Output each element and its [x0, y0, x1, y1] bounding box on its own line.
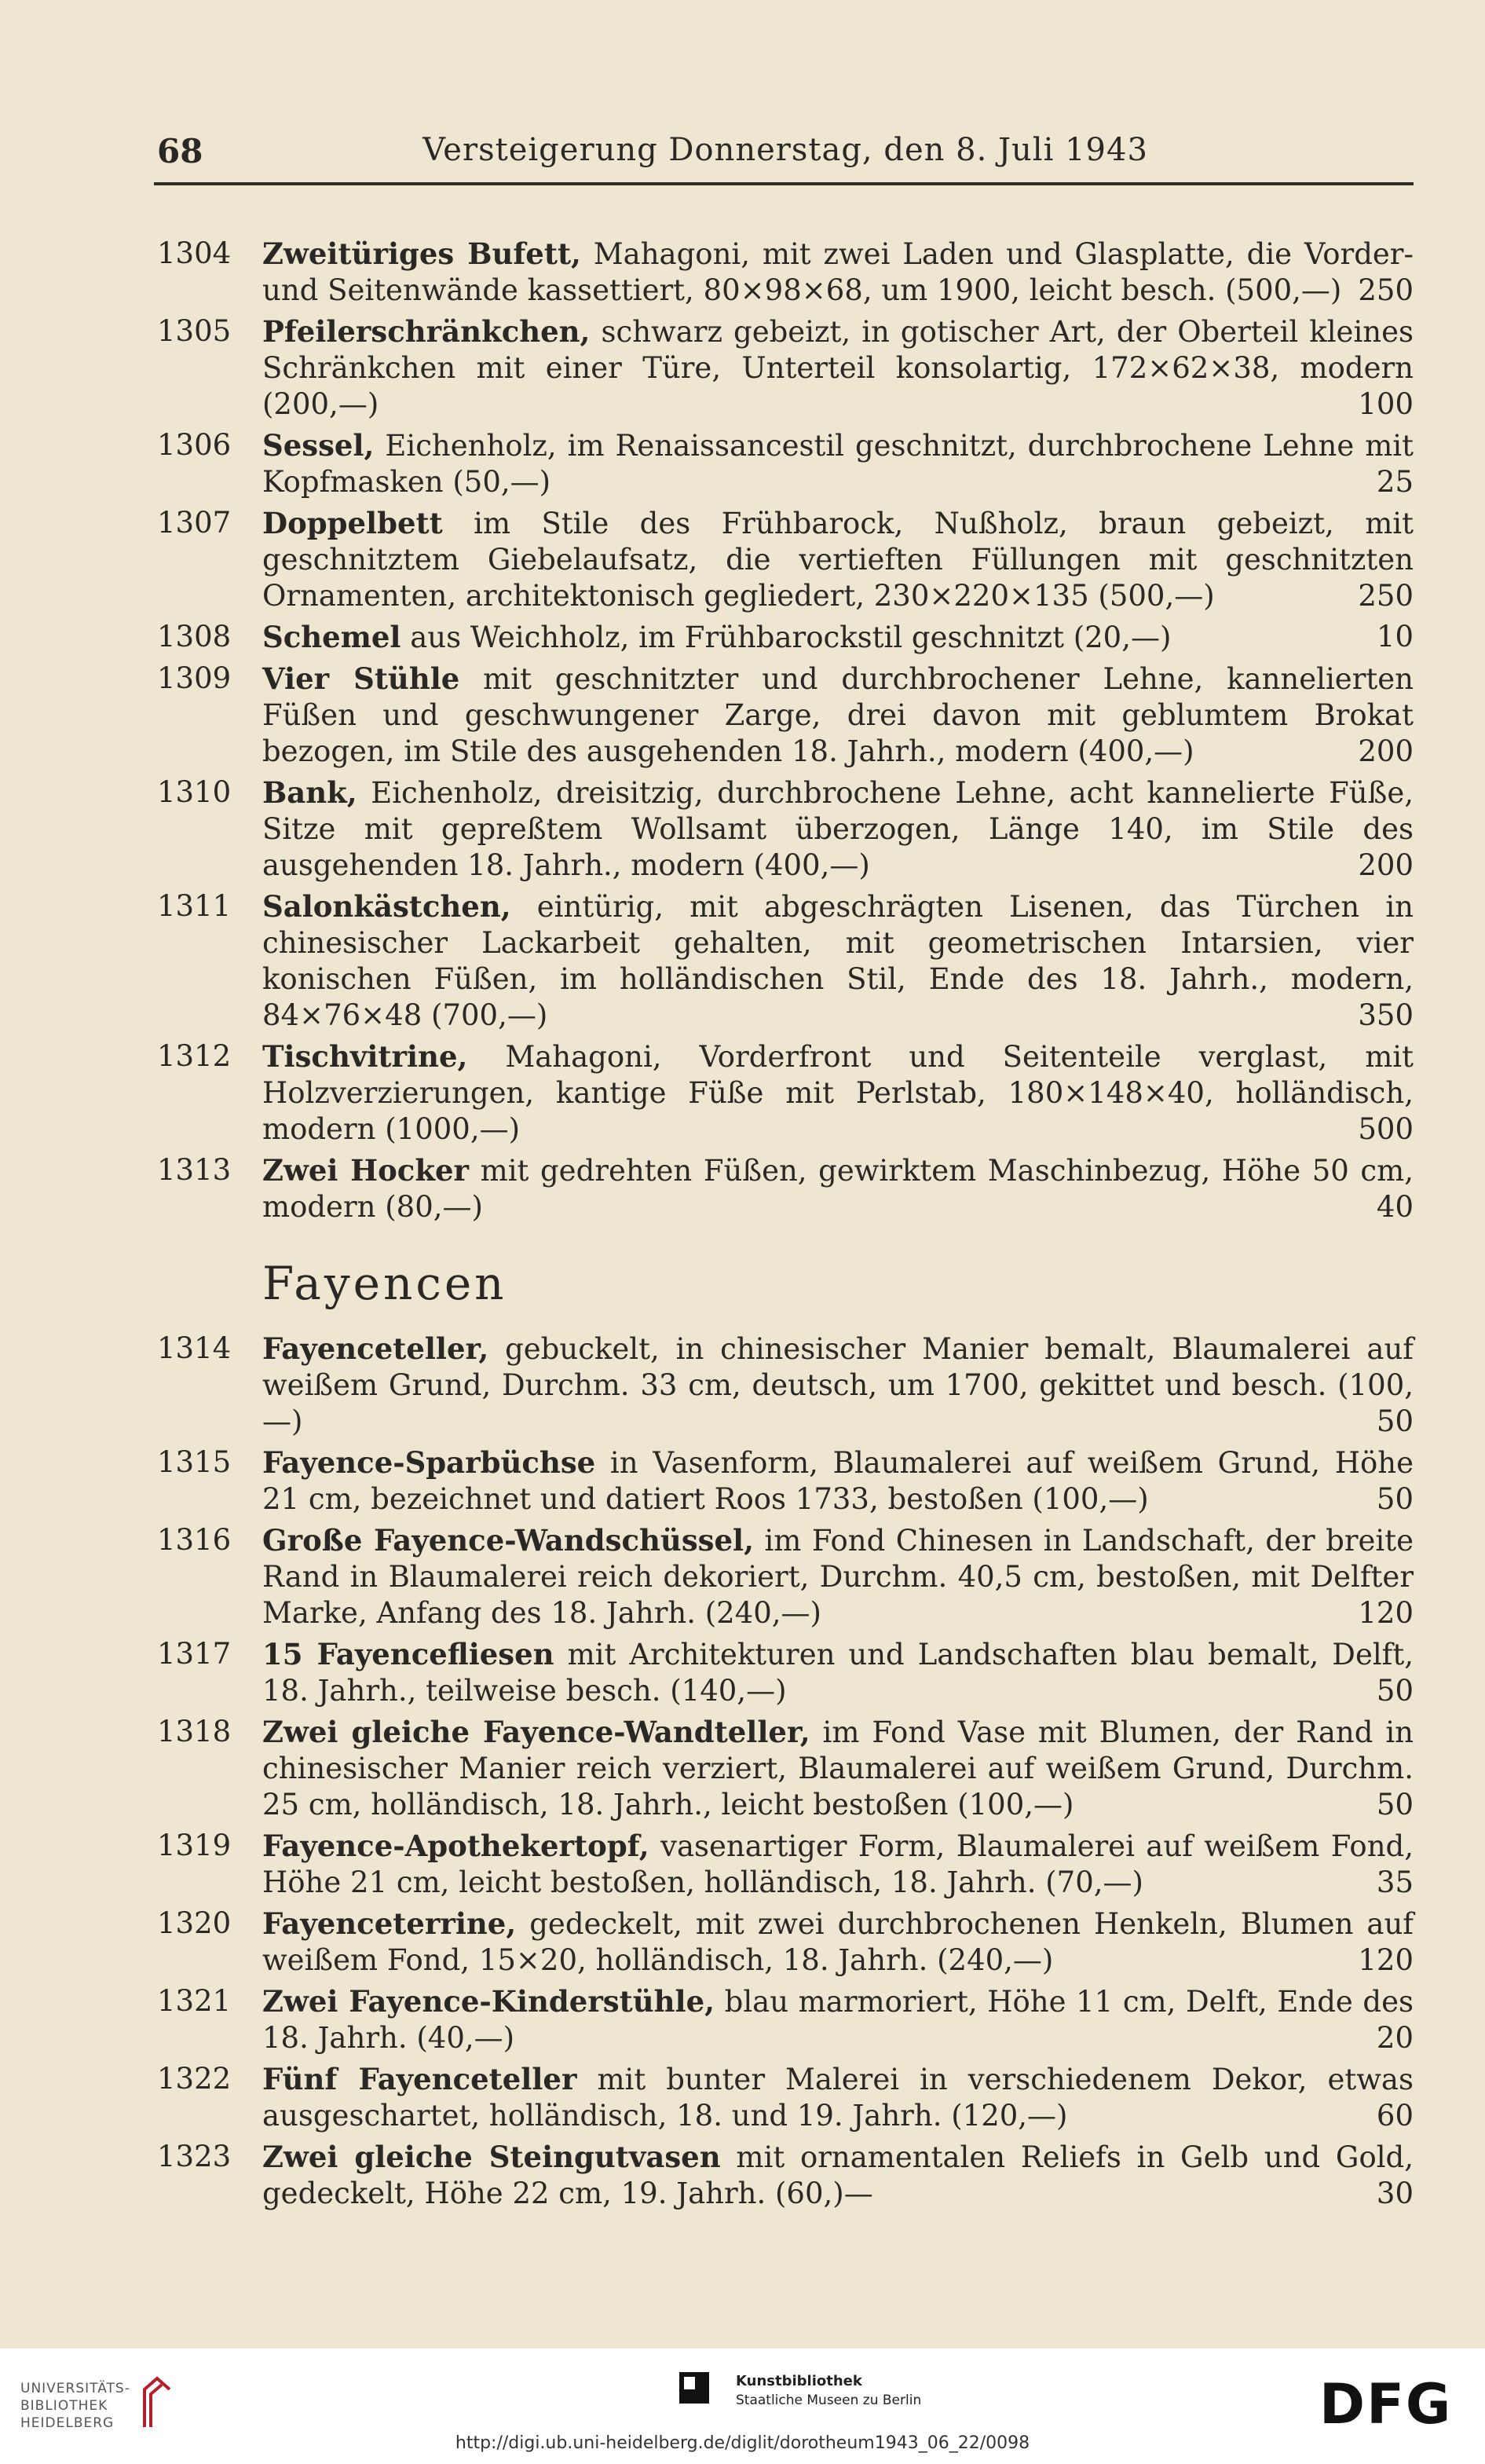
lot-number: 1317 — [157, 1637, 232, 1671]
price: 250 — [1358, 273, 1414, 307]
entry-list-fayencen — [157, 1331, 1421, 2212]
entry-description — [262, 1983, 1414, 2056]
price: 250 — [1358, 579, 1414, 613]
running-title: Versteigerung Donnerstag, den 8. Juli 1943 — [422, 132, 1148, 168]
price: 60 — [1376, 2099, 1414, 2133]
entry-description — [262, 661, 1414, 770]
section-heading: Fayencen — [262, 1257, 507, 1310]
catalog-entry — [157, 1152, 1421, 1225]
price: 40 — [1376, 1190, 1414, 1224]
lot-number: 1304 — [157, 236, 232, 270]
item-text: eintürig, mit abgeschrägten Lisenen, das Türchen in chinesischer Lackarbeit gehalten, mit geometrischen Intarsien, vier konischen Füßen, im holländischen Stil, Ende des 18. Jahrh., modern, 84×76×48 (700,—) — [262, 890, 1414, 1032]
item-text: mit geschnitzter und durchbrochener Lehne, kannelierten Füßen und geschwungener Zarge, drei davon mit geblumtem Brokat bezogen, im Stile des ausgehenden 18. Jahrh., modern (400,—) — [262, 662, 1414, 768]
lot-number: 1323 — [157, 2140, 232, 2173]
item-name: Vier Stühle — [262, 661, 460, 696]
catalog-entry — [157, 888, 1421, 1034]
lot-number: 1311 — [157, 889, 232, 923]
item-text: im Fond Vase mit Blumen, der Rand in chinesischer Manier reich verziert, Blaumalerei auf weißem Grund, Durchm. 25 cm, holländisch, 18. Jahrh., leicht bestoßen (100,—) — [262, 1715, 1414, 1821]
price: 50 — [1376, 1788, 1414, 1821]
item-name: Salonkästchen, — [262, 889, 511, 924]
item-text: Mahagoni, mit zwei Laden und Glasplatte, die Vorder- und Seitenwände kassettiert, 80×98×68, um 1900, leicht besch. (500,—) — [262, 237, 1414, 307]
price: 35 — [1376, 1865, 1414, 1899]
heidelberg-mark-icon — [141, 2375, 173, 2429]
catalog-entry — [157, 2139, 1421, 2212]
item-text: mit gedrehten Füßen, gewirktem Maschinbezug, Höhe 50 cm, modern (80,—) — [262, 1154, 1414, 1224]
entry-description — [262, 2061, 1414, 2134]
lot-number: 1306 — [157, 428, 232, 462]
entry-list-furniture — [157, 236, 1421, 1225]
lot-number: 1316 — [157, 1523, 232, 1557]
lot-number: 1321 — [157, 1984, 232, 2018]
entry-description — [262, 1522, 1414, 1631]
item-text: schwarz gebeizt, in gotischer Art, der Oberteil kleines Schränkchen mit einer Türe, Unterteil konsolartig, 172×62×38, modern (200,—) — [262, 315, 1414, 421]
lot-number: 1322 — [157, 2062, 232, 2096]
entry-description — [262, 1152, 1414, 1225]
permalink-url[interactable]: http://digi.ub.uni-heidelberg.de/diglit/dorotheum1943_06_22/0098 — [455, 2433, 1030, 2453]
price: 10 — [1376, 620, 1414, 654]
lot-number: 1308 — [157, 620, 232, 654]
item-name: Fayenceteller, — [262, 1331, 489, 1366]
item-text: im Stile des Frühbarock, Nußholz, braun gebeizt, mit geschnitztem Giebelaufsatz, die vertieften Füllungen mit geschnitzten Ornamenten, architektonisch gegliedert, 230×220×135 (500,—) — [262, 507, 1414, 613]
entry-description — [262, 236, 1414, 309]
entry-description — [262, 1038, 1414, 1148]
uni-logo-line: BIBLIOTHEK — [20, 2398, 108, 2414]
catalog-entry — [157, 1906, 1421, 1979]
catalog-entry — [157, 313, 1421, 423]
item-text: mit ornamentalen Reliefs in Gelb und Gold, gedeckelt, Höhe 22 cm, 19. Jahrh. (60,)— — [262, 2140, 1414, 2210]
item-name: Tischvitrine, — [262, 1039, 468, 1074]
entry-description — [262, 774, 1414, 884]
item-name: Bank, — [262, 775, 357, 810]
header-rule — [154, 182, 1414, 185]
item-name: Zweitüriges Bufett, — [262, 236, 581, 271]
item-name: Zwei gleiche Fayence-Wandteller, — [262, 1715, 810, 1749]
uni-logo-line: UNIVERSITÄTS- — [20, 2381, 130, 2396]
lot-number: 1305 — [157, 314, 232, 348]
item-text: Eichenholz, im Renaissancestil geschnitzt, durchbrochene Lehne mit Kopfmasken (50,—) — [262, 429, 1414, 499]
price: 50 — [1376, 1482, 1414, 1516]
lot-number: 1320 — [157, 1906, 232, 1940]
entry-description — [262, 427, 1414, 500]
catalog-entry — [157, 505, 1421, 614]
price: 20 — [1376, 2021, 1414, 2055]
lot-number: 1319 — [157, 1829, 232, 1862]
catalog-entry — [157, 619, 1421, 656]
dfg-logo[interactable]: DFG — [1319, 2372, 1453, 2437]
catalog-entry — [157, 1444, 1421, 1518]
item-name: Zwei Hocker — [262, 1153, 470, 1188]
item-name: 15 Fayencefliesen — [262, 1637, 554, 1671]
item-text: im Fond Chinesen in Landschaft, der breite Rand in Blaumalerei reich dekoriert, Durchm. 40,5 cm, bestoßen, mit Delfter Marke, Anfang des 18. Jahrh. (240,—) — [262, 1524, 1414, 1630]
price: 200 — [1358, 848, 1414, 882]
price: 500 — [1358, 1112, 1414, 1146]
item-text: gebuckelt, in chinesischer Manier bemalt, Blaumalerei auf weißem Grund, Durchm. 33 cm, deutsch, um 1700, gekittet und besch. (100,—) — [262, 1332, 1414, 1438]
item-name: Große Fayence-Wandschüssel, — [262, 1523, 754, 1558]
item-text: Mahagoni, Vorderfront und Seitenteile verglast, mit Holzverzierungen, kantige Füße mit Perlstab, 180×148×40, holländisch, modern (1000,—) — [262, 1040, 1414, 1146]
entry-description — [262, 1906, 1414, 1979]
catalog-entry — [157, 774, 1421, 884]
catalog-entry — [157, 1038, 1421, 1148]
entry-description — [262, 1714, 1414, 1823]
price: 100 — [1358, 387, 1414, 421]
item-name: Fayence-Apothekertopf, — [262, 1829, 649, 1863]
kunstbibliothek-mark-icon — [679, 2372, 709, 2404]
entry-description — [262, 888, 1414, 1034]
item-text: Eichenholz, dreisitzig, durchbrochene Lehne, acht kannelierte Füße, Sitze mit gepreßtem Wollsamt überzogen, Länge 140, im Stile des ausgehenden 18. Jahrh., modern (400,—) — [262, 776, 1414, 882]
price: 120 — [1358, 1596, 1414, 1630]
catalog-entry — [157, 1636, 1421, 1709]
lot-number: 1309 — [157, 661, 232, 695]
entry-description — [262, 313, 1414, 423]
catalog-entries — [157, 236, 1421, 2217]
entry-description — [262, 1636, 1414, 1709]
entry-description — [262, 1828, 1414, 1901]
item-name: Sessel, — [262, 428, 375, 463]
item-name: Doppelbett — [262, 506, 443, 540]
item-text: gedeckelt, mit zwei durchbrochenen Henkeln, Blumen auf weißem Fond, 15×20, holländisch, 18. Jahrh. (240,—) — [262, 1907, 1414, 1977]
price: 50 — [1376, 1404, 1414, 1438]
item-name: Fayenceterrine, — [262, 1906, 517, 1941]
page-number: 68 — [157, 132, 203, 170]
lot-number: 1312 — [157, 1039, 232, 1073]
entry-description — [262, 619, 1414, 656]
item-name: Pfeilerschränkchen, — [262, 314, 591, 349]
lot-number: 1314 — [157, 1331, 232, 1365]
page-header — [157, 124, 1414, 179]
item-name: Zwei Fayence-Kinderstühle, — [262, 1984, 715, 2019]
item-name: Fayence-Sparbüchse — [262, 1445, 596, 1480]
catalog-entry — [157, 661, 1421, 770]
price: 350 — [1358, 998, 1414, 1032]
catalog-entry — [157, 1983, 1421, 2056]
uni-logo-line: HEIDELBERG — [20, 2415, 115, 2431]
item-text: mit Architekturen und Landschaften blau bemalt, Delft, 18. Jahrh., teilweise besch. (140,—) — [262, 1638, 1414, 1708]
catalog-entry — [157, 1828, 1421, 1901]
university-library-logo[interactable] — [20, 2380, 130, 2432]
lot-number: 1310 — [157, 775, 232, 809]
catalog-entry — [157, 1714, 1421, 1823]
catalog-entry — [157, 1331, 1421, 1440]
entry-description — [262, 2139, 1414, 2212]
item-text: aus Weichholz, im Frühbarockstil geschnitzt (20,—) — [401, 621, 1172, 654]
footer-bar — [0, 2349, 1485, 2464]
item-name: Zwei gleiche Steingutvasen — [262, 2140, 721, 2174]
lot-number: 1307 — [157, 506, 232, 540]
price: 200 — [1358, 734, 1414, 768]
item-text: in Vasenform, Blaumalerei auf weißem Grund, Höhe 21 cm, bezeichnet und datiert Roos 1733, bestoßen (100,—) — [262, 1446, 1414, 1516]
lot-number: 1318 — [157, 1715, 232, 1748]
catalog-entry — [157, 427, 1421, 500]
lot-number: 1315 — [157, 1445, 232, 1479]
entry-description — [262, 1331, 1414, 1440]
price: 50 — [1376, 1674, 1414, 1708]
catalog-entry — [157, 2061, 1421, 2134]
catalog-entry — [157, 1522, 1421, 1631]
kb-subtitle: Staatliche Museen zu Berlin — [736, 2393, 922, 2408]
item-text: mit bunter Malerei in verschiedenem Dekor, etwas ausgeschartet, holländisch, 18. und 19. Jahrh. (120,—) — [262, 2063, 1414, 2133]
entry-description — [262, 505, 1414, 614]
lot-number: 1313 — [157, 1153, 232, 1187]
price: 25 — [1376, 465, 1414, 499]
catalog-entry — [157, 236, 1421, 309]
item-name: Schemel — [262, 620, 401, 654]
price: 30 — [1376, 2177, 1414, 2210]
item-text: blau marmoriert, Höhe 11 cm, Delft, Ende des 18. Jahrh. (40,—) — [262, 1985, 1414, 2055]
price: 120 — [1358, 1943, 1414, 1977]
kb-name: Kunstbibliothek — [736, 2373, 862, 2389]
item-name: Fünf Fayenceteller — [262, 2062, 577, 2096]
item-text: vasenartiger Form, Blaumalerei auf weißem Fond, Höhe 21 cm, leicht bestoßen, holländisch, 18. Jahrh. (70,—) — [262, 1829, 1414, 1899]
entry-description — [262, 1444, 1414, 1518]
